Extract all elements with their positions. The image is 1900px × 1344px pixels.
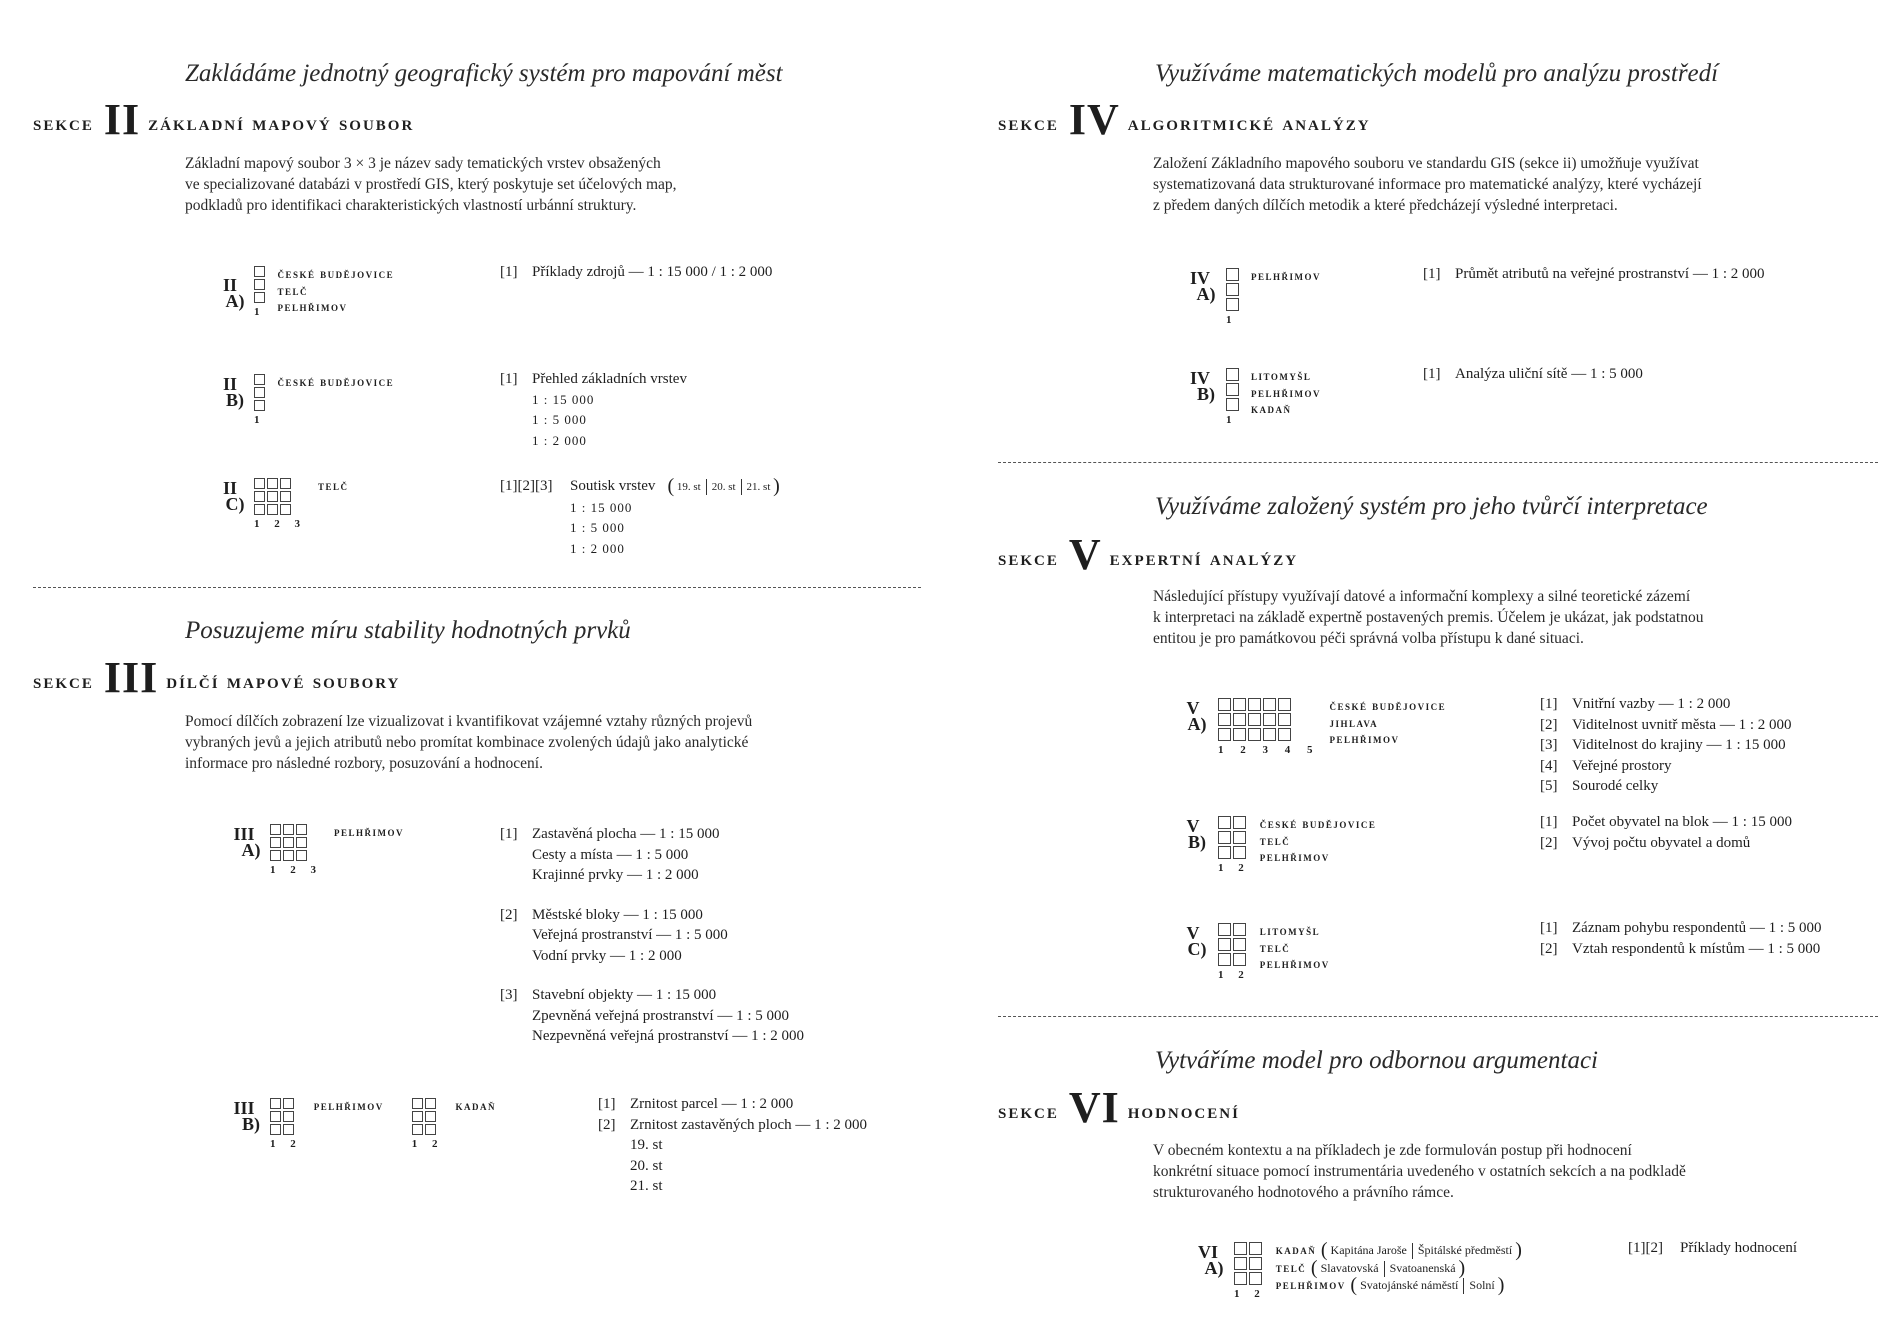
item-line: Vnitřní vazby — 1 : 2 000 (1572, 696, 1731, 712)
subsection-id-roman: II (222, 374, 237, 394)
description-line: z předem daných dílčích metodik a které předcházejí výsledné interpretaci. (1153, 197, 1618, 214)
item-label: [2] (598, 1116, 616, 1133)
subsection-v-b-items (1540, 812, 1792, 853)
layer-grid (1218, 816, 1250, 859)
grid-column-numbers: 1 2 (1218, 862, 1250, 874)
item-line: Viditelnost uvnitř města — 1 : 2 000 (1572, 716, 1792, 733)
item-line: 20. st (630, 1157, 663, 1174)
item-label: [4] (1540, 757, 1558, 774)
item-line: 1 : 2 000 (532, 432, 587, 448)
grid-column-numbers: 1 (1226, 414, 1238, 426)
subsection-id-roman: III (233, 1098, 255, 1118)
subsection-id-roman: III (233, 824, 255, 844)
description-line: entitou je pro památkovou péči správná volba přístupu k dané situaci. (1153, 630, 1584, 647)
place-name: kadaň (1251, 402, 1292, 416)
grid-column-numbers: 1 2 (411, 1138, 444, 1150)
subsection-id-letter: B) (242, 1114, 260, 1134)
grid-column-numbers: 1 2 3 4 5 (1218, 744, 1320, 756)
subsection-iii-a (222, 826, 404, 876)
place-name: české budějovice (277, 375, 395, 389)
subsection-id-letter: A) (1196, 284, 1216, 304)
item-label: [1] (598, 1096, 616, 1112)
subsection-id-letter: B) (226, 390, 244, 410)
item-label: [2] (1540, 834, 1558, 851)
places-list (278, 266, 395, 318)
item-label: [2] (1540, 716, 1558, 733)
section-title: algoritmické analýzy (1127, 111, 1371, 135)
item-label: [1] (1423, 366, 1441, 382)
subsection-id (212, 268, 248, 318)
item-label: [1][2][3] (500, 478, 553, 494)
subsection-vi-a (1188, 1239, 1522, 1300)
street-name: Solní (1469, 1278, 1495, 1292)
layer-grid (270, 1098, 302, 1135)
item-line: Nezpevněná veřejná prostranství — 1 : 2 000 (532, 1028, 804, 1044)
street-name: Svatojánské náměstí (1360, 1278, 1459, 1292)
description-line: Založení Základního mapového souboru ve standardu GIS (sekce ii) umožňuje využívat (1153, 155, 1699, 172)
place-name: jihlava (1329, 715, 1379, 730)
item-label: [1] (1540, 696, 1558, 712)
period-label: 20. st (711, 481, 736, 493)
item-line: 1 : 2 000 (570, 540, 625, 556)
item-label: [1][2] (1628, 1240, 1663, 1256)
subsection-vi-a-items (1628, 1238, 1797, 1259)
place-name: kadaň (1275, 1243, 1317, 1257)
subsection-id-roman: II (222, 478, 237, 498)
section-title: dílčí mapové soubory (166, 669, 401, 693)
item-label: [1] (500, 264, 518, 280)
place-name: české budějovice (1259, 817, 1377, 831)
section-title: hodnocení (1127, 1099, 1240, 1123)
subsection-ii-c (212, 480, 349, 530)
item-line: Průmět atributů na veřejné prostranství — 1 : 2 000 (1455, 266, 1765, 282)
grid-column-numbers: 1 (254, 306, 266, 318)
place-name: pelhřimov (1259, 850, 1330, 864)
place-name: pelhřimov (1251, 269, 1322, 283)
places-list: kadaň ( Kapitána Jaroše Špitálské předměstí ) telč ( Slavatovská Svatoanenská ) pelhřimov ( Svatojánské náměstí Solní ) (1275, 1239, 1522, 1296)
item-line: Zrnitost parcel — 1 : 2 000 (630, 1096, 794, 1112)
subsection-id-letter: B) (1188, 832, 1206, 852)
item-line: 1 : 15 000 (532, 391, 595, 407)
item-line: Stavební objekty — 1 : 15 000 (532, 987, 717, 1003)
place-name: telč (1259, 940, 1291, 955)
subsection-id-letter: A) (1187, 714, 1207, 734)
place-name: pelhřimov (1329, 732, 1400, 746)
section-word: sekce (33, 669, 94, 693)
section-number: VI (1068, 1083, 1120, 1132)
item-line: Počet obyvatel na blok — 1 : 15 000 (1572, 814, 1792, 830)
grid-column-numbers: 1 2 (1234, 1288, 1266, 1300)
item-line: Zastavěná plocha — 1 : 15 000 (532, 826, 720, 842)
description-line: konkrétní situace pomocí instrumentária uvedeného v ostatních sekcích a na podkladě (1153, 1163, 1686, 1180)
places-list (1330, 698, 1447, 756)
item-line: Sourodé celky (1572, 778, 1659, 794)
grid-column-numbers: 1 (254, 414, 266, 426)
section-divider (33, 587, 921, 588)
street-name: Svatoanenská (1389, 1260, 1456, 1275)
item-line: Příklady hodnocení (1680, 1240, 1798, 1256)
description-line: vybraných jevů a jejich atributů nebo promítat kombinace zvolených údajů jako analytické (185, 734, 749, 751)
tagline-section-vi: Vytváříme model pro odbornou argumentaci (1155, 1047, 1599, 1074)
item-line: 19. st (630, 1137, 663, 1153)
item-line: Veřejná prostranství — 1 : 5 000 (532, 927, 728, 943)
item-label: [1] (1540, 920, 1558, 936)
subsection-v-c-items (1540, 918, 1822, 959)
place-name: pelhřimov (277, 300, 348, 314)
subsection-iv-a-items (1423, 264, 1765, 285)
item-label: [1] (500, 371, 518, 387)
description-line: podkladů pro identifikaci charakteristických vlastností urbánní struktury. (185, 197, 637, 214)
item-line: 1 : 5 000 (570, 520, 625, 535)
layer-grid (1226, 368, 1239, 411)
description-line: k interpretaci na základě expertně postavených premis. Účelem je ukázat, jak podstatnou (1153, 609, 1704, 626)
section-v-header (998, 530, 1299, 579)
section-word: sekce (998, 1099, 1059, 1123)
layer-grid (254, 266, 266, 303)
section-number: IV (1068, 95, 1120, 144)
item-line: Příklady zdrojů — 1 : 15 000 / 1 : 2 000 (532, 264, 773, 280)
subsection-id-letter: A) (241, 840, 261, 860)
street-name: Špitálské předměstí (1417, 1243, 1513, 1257)
tagline-section-iv: Využíváme matematických modelů pro analýzu prostředí (1155, 60, 1719, 87)
place-name: české budějovice (277, 267, 395, 281)
description-line: Následující přístupy využívají datové a informační komplexy a silné teoretické zázemí (1153, 588, 1691, 605)
subsection-id-letter: C) (1187, 939, 1207, 959)
subsection-ii-b (212, 376, 394, 426)
subsection-ii-b-items (500, 369, 687, 451)
subsection-iv-b-items (1423, 364, 1643, 385)
place-name: pelhřimov (1259, 957, 1330, 971)
layer-grid (270, 824, 322, 861)
place-name: pelhřimov (313, 1099, 384, 1113)
layer-grid (254, 374, 266, 411)
subsection-id-letter: A) (225, 291, 245, 311)
item-line: Přehled základních vrstev (532, 371, 687, 387)
place-name: litomyšl (1259, 924, 1321, 938)
item-line: Krajinné prvky — 1 : 2 000 (532, 867, 699, 883)
tagline-section-iii: Posuzujeme míru stability hodnotných prvků (185, 617, 631, 644)
places-list (334, 824, 404, 876)
subsection-id-roman: II (222, 275, 237, 295)
places-list (278, 374, 395, 426)
subsection-id-letter: C) (225, 494, 245, 514)
item-line: Soutisk vrstev (570, 478, 656, 494)
section-iv-description (1153, 153, 1702, 216)
section-title: expertní analýzy (1109, 546, 1299, 570)
section-ii-header (33, 95, 415, 144)
description-line: V obecném kontextu a na příkladech je zde formulován postup při hodnocení (1153, 1142, 1632, 1159)
subsection-id-roman: V (1186, 923, 1200, 943)
layer-grid (1226, 268, 1239, 311)
place-name: české budějovice (1329, 699, 1447, 713)
item-line: Zpevněná veřejná prostranství — 1 : 5 000 (532, 1007, 790, 1024)
subsection-v-a-items (1540, 694, 1792, 797)
subsection-iii-b-items (598, 1094, 867, 1197)
period-label: 21. st (746, 481, 771, 493)
layer-grid (254, 478, 306, 515)
item-line: 1 : 5 000 (532, 412, 587, 427)
section-iii-description (185, 711, 752, 774)
street-name: Kapitána Jaroše (1330, 1243, 1407, 1257)
item-line: Záznam pohybu respondentů — 1 : 5 000 (1572, 920, 1822, 936)
layer-grid (1218, 923, 1250, 966)
places-list (314, 1098, 384, 1150)
grid-column-numbers: 1 (1226, 314, 1238, 326)
places-list (1251, 268, 1321, 326)
section-number: III (103, 653, 159, 702)
item-line: Vodní prvky — 1 : 2 000 (532, 947, 682, 964)
places-list (1251, 368, 1321, 426)
subsection-id-letter: B) (1197, 384, 1215, 404)
description-line: Základní mapový soubor 3 × 3 je název sady tematických vrstev obsažených (185, 155, 661, 172)
item-line: Zrnitost zastavěných ploch — 1 : 2 000 (630, 1116, 868, 1133)
grid-column-numbers: 1 2 3 (254, 518, 306, 530)
place-name: telč (1275, 1260, 1307, 1275)
section-word: sekce (33, 111, 94, 135)
place-name: telč (1259, 833, 1291, 848)
layer-grid (1218, 698, 1320, 741)
item-line: Vztah respondentů k místům — 1 : 5 000 (1572, 940, 1821, 957)
subsection-id-roman: VI (1197, 1242, 1218, 1262)
item-line: 1 : 15 000 (570, 499, 633, 515)
description-line: informace pro následné rozbory, posuzování a hodnocení. (185, 755, 543, 772)
subsection-ii-a (212, 268, 394, 318)
subsection-ii-c-items (500, 476, 780, 559)
item-label: [5] (1540, 778, 1558, 794)
place-name: pelhřimov (334, 825, 405, 839)
item-line: Analýza uliční sítě — 1 : 5 000 (1455, 366, 1643, 382)
item-line: Městské bloky — 1 : 15 000 (532, 906, 703, 923)
subsection-v-a (1178, 700, 1446, 756)
description-line: systematizovaná data strukturované informace pro matematické analýzy, které vycházejí (1153, 176, 1702, 193)
item-line: 21. st (630, 1178, 663, 1194)
place-name: litomyšl (1251, 369, 1312, 383)
place-name: telč (277, 283, 309, 298)
layer-grid (412, 1098, 444, 1135)
period-label: 19. st (676, 481, 701, 493)
item-label: [1] (1423, 266, 1441, 282)
grid-column-numbers: 1 2 (1218, 969, 1250, 981)
subsection-iv-b (1180, 370, 1321, 426)
subsection-iii-b (222, 1100, 496, 1150)
section-word: sekce (998, 111, 1059, 135)
item-line: Cesty a místa — 1 : 5 000 (532, 846, 689, 863)
places-list (1260, 816, 1377, 874)
item-label: [1] (1540, 814, 1558, 830)
place-name: pelhřimov (1251, 385, 1322, 400)
item-label: [2] (500, 906, 518, 923)
subsection-iv-a (1180, 270, 1321, 326)
subsection-ii-a-items (500, 262, 772, 283)
section-vi-description (1153, 1140, 1686, 1203)
place-name: kadaň (455, 1099, 497, 1113)
description-line: Pomocí dílčích zobrazení lze vizualizovat i kvantifikovat vzájemné vztahy různých projevů (185, 713, 753, 730)
item-label: [3] (500, 987, 518, 1003)
section-word: sekce (998, 546, 1059, 570)
grid-column-numbers: 1 2 (270, 1138, 302, 1150)
subsection-v-c (1178, 925, 1330, 981)
section-title: základní mapový soubor (148, 111, 415, 135)
section-divider (998, 1016, 1878, 1017)
subsection-id-roman: IV (1189, 368, 1210, 388)
grid-column-numbers: 1 2 3 (270, 864, 322, 876)
description-line: strukturovaného hodnotového a právního rámce. (1153, 1184, 1454, 1201)
subsection-id-roman: V (1186, 698, 1200, 718)
item-line: Veřejné prostory (1572, 757, 1672, 774)
subsection-id-roman: IV (1189, 268, 1210, 288)
places-list (456, 1098, 497, 1150)
item-label: [2] (1540, 940, 1558, 957)
section-divider (998, 462, 1878, 463)
item-label: [3] (1540, 737, 1558, 753)
layer-grid (1234, 1242, 1266, 1285)
subsection-id-roman: V (1186, 816, 1200, 836)
tagline-section-ii: Zakládáme jednotný geografický systém pro mapování měst (185, 60, 783, 87)
subsection-v-b (1178, 818, 1376, 874)
item-line: Viditelnost do krajiny — 1 : 15 000 (1572, 737, 1786, 753)
section-v-description (1153, 586, 1703, 649)
places-list (318, 478, 349, 530)
section-ii-description (185, 153, 677, 216)
place-name: pelhřimov (1275, 1278, 1346, 1292)
subsection-iii-a-items (500, 824, 804, 1047)
section-number: II (103, 95, 141, 144)
places-list (1260, 923, 1330, 981)
section-vi-header (998, 1083, 1240, 1132)
period-selector: ( 19. st 20. st 21. st ) (667, 475, 780, 497)
street-name: Slavatovská (1320, 1260, 1379, 1275)
place-name: telč (318, 479, 349, 493)
tagline-section-v: Využíváme založený systém pro jeho tvůrčí interpretace (1155, 493, 1708, 520)
subsection-id-letter: A) (1204, 1258, 1224, 1278)
section-iii-header (33, 653, 401, 702)
section-number: V (1068, 530, 1102, 579)
description-line: ve specializované databázi v prostředí GIS, který poskytuje set účelových map, (185, 176, 677, 193)
section-iv-header (998, 95, 1371, 144)
item-label: [1] (500, 826, 518, 842)
item-line: Vývoj počtu obyvatel a domů (1572, 834, 1751, 851)
